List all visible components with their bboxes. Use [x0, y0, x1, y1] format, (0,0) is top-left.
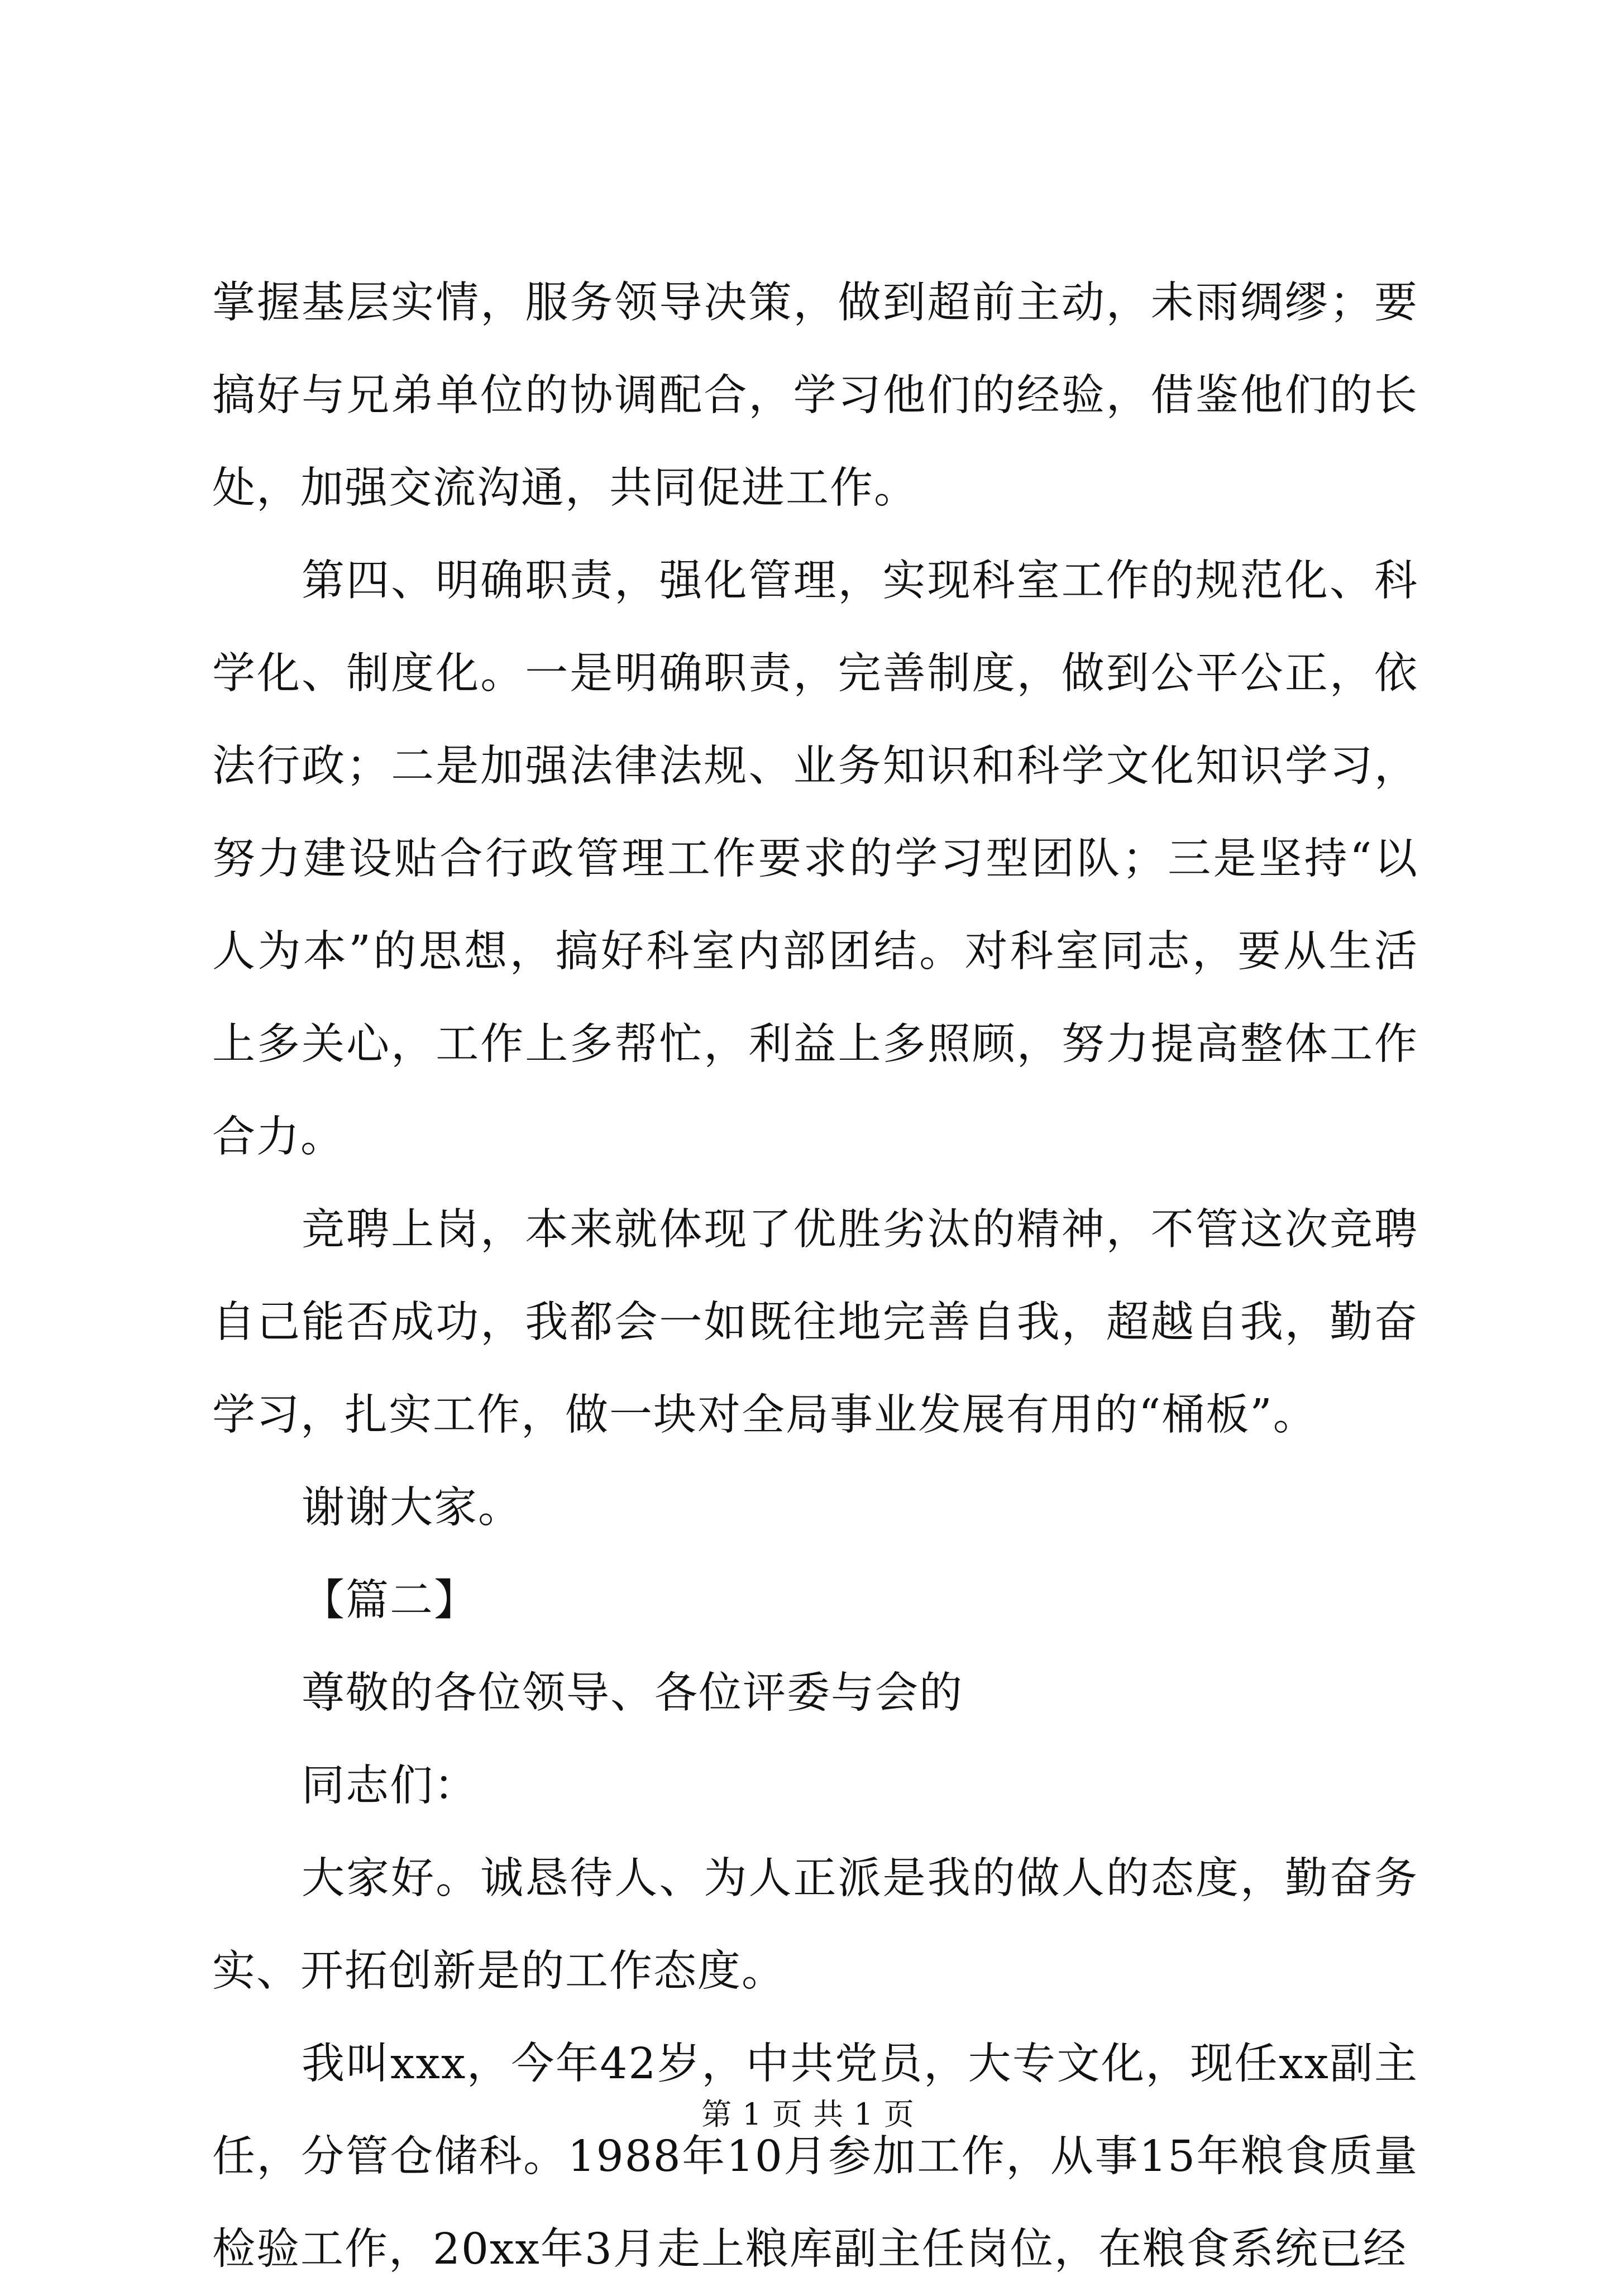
page-footer: 第 1 页 共 1 页 — [701, 2097, 915, 2132]
paragraph-section-four: 第四、明确职责，强化管理，实现科室工作的规范化、科学化、制度化。一是明确职责，完善制度，做到公平公正，依法行政；二是加强法律法规、业务知识和科学文化知识学习，努力建设贴合行政管理工作要求的学习型团队；三是坚持“以人为本”的思想，搞好科室内部团结。对科室同志，要从生活上多关心，工作上多帮忙，利益上多照顾，努力提高整体工作合力。 — [212, 556, 1418, 1162]
section-heading: 【篇二】 — [302, 1576, 478, 1625]
paragraph-greeting: 大家好。诚恳待人、为人正派是我的做人的态度，勤奋务实、开拓创新是的工作态度。 — [212, 1854, 1418, 1996]
paragraph-thanks: 谢谢大家。 — [302, 1483, 522, 1533]
paragraph-continuation: 掌握基层实情，服务领导决策，做到超前主动，未雨绸缪；要搞好与兄弟单位的协调配合，学习他们的经验，借鉴他们的长处，加强交流沟通，共同促进工作。 — [212, 278, 1418, 513]
document-body — [212, 257, 1418, 2296]
paragraph-salutation-continued: 同志们： — [302, 1761, 478, 1811]
paragraph-salutation: 尊敬的各位领导、各位评委与会的 — [302, 1668, 963, 1718]
paragraph-self-introduction: 我叫xxx，今年42岁，中共党员，大专文化，现任xx副主任，分管仓储科。1988年10月参加工作，从事15年粮食质量检验工作，20xx年3月走上粮库副主任岗位，在粮食系统已经 — [212, 2039, 1418, 2274]
paragraph-closing-statement: 竞聘上岗，本来就体现了优胜劣汰的精神，不管这次竞聘自己能否成功，我都会一如既往地完善自我，超越自我，勤奋学习，扎实工作，做一块对全局事业发展有用的“桶板”。 — [212, 1205, 1418, 1440]
